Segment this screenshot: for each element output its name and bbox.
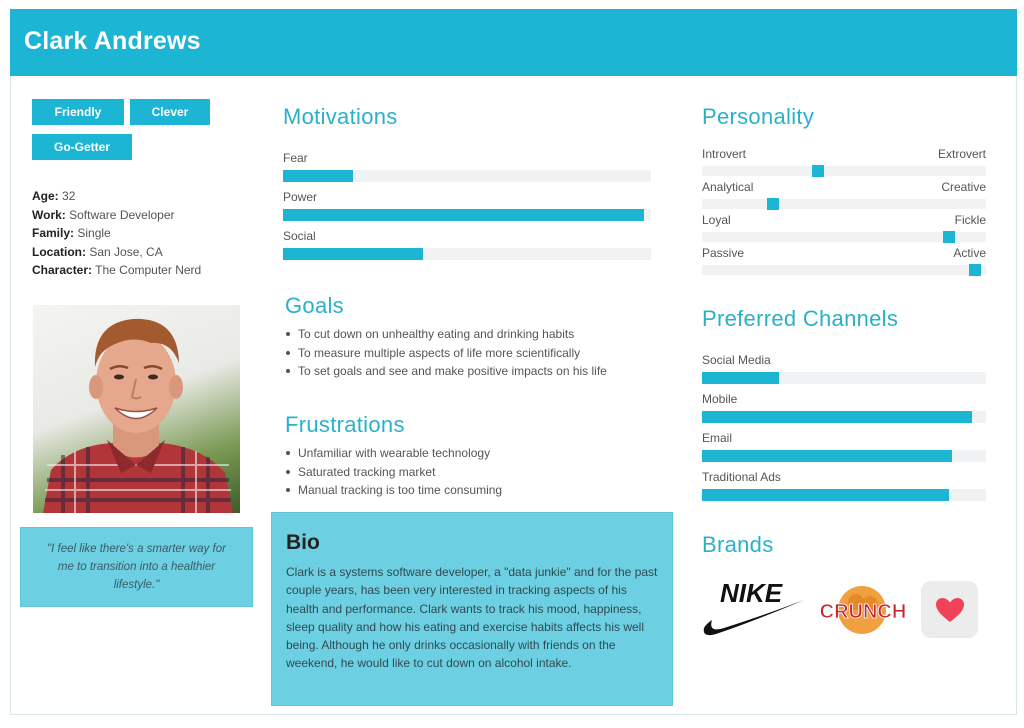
personality-left-analytical: Analytical [702,180,754,194]
goals-title: Goals [285,293,344,318]
channels-title: Preferred Channels [702,306,899,331]
motivation-track-social [283,248,651,260]
personality-left-introvert: Introvert [702,147,747,161]
channel-bar-social-media [702,372,779,384]
channel-label-mobile: Mobile [702,392,738,406]
motivations-title: Motivations [283,104,398,129]
personality-right-extrovert: Extrovert [937,147,986,161]
header-banner [10,9,1017,76]
crunch-logo [812,578,914,640]
motivation-label-power: Power [283,190,318,204]
profile-family: Family: Single [32,226,111,240]
goal-item: To measure multiple aspects of life more scientifically [284,344,607,363]
goal-item: To set goals and see and make positive impacts on his life [284,362,607,381]
motivation-bar-power [283,209,644,221]
channel-bar-mobile [702,411,972,423]
personality-knob [943,231,955,243]
channel-track-mobile [702,411,986,423]
personality-slider-loyal-fickle [702,232,986,242]
tag-go-getter: Go-Getter [32,134,132,160]
bio-panel [271,512,673,706]
frustration-item: Manual tracking is too time consuming [284,481,502,500]
nike-wordmark: NIKE [720,578,783,608]
motivation-label-social: Social [283,229,316,243]
motivation-track-fear [283,170,651,182]
persona-name: Clark Andrews [24,27,201,55]
personality-right-fickle: Fickle [954,213,986,227]
frustrations-list [284,444,502,500]
frustration-item: Saturated tracking market [284,463,502,482]
heart-icon [935,597,965,623]
motivation-bar-social [283,248,423,260]
channel-bar-email [702,450,952,462]
frustration-item: Unfamiliar with wearable technology [284,444,502,463]
channel-track-email [702,450,986,462]
profile-age: Age: 32 [32,189,76,203]
channel-label-social-media: Social Media [702,353,771,367]
nike-logo [702,576,806,638]
bio-title: Bio [286,531,320,554]
tag-friendly: Friendly [32,99,124,125]
personality-slider-introvert-extrovert [702,166,986,176]
crunch-wordmark: CRUNCH [819,601,907,623]
channel-label-traditional-ads: Traditional Ads [702,470,781,484]
persona-quote: "I feel like there's a smarter way for me to transition into a healthier lifestyle." [20,527,253,607]
profile-work: Work: Software Developer [32,207,175,222]
personality-knob [812,165,824,177]
profile-location: Location: San Jose, CA [32,244,163,259]
personality-left-loyal: Loyal [702,213,731,227]
motivation-bar-fear [283,170,353,182]
personality-slider-analytical-creative [702,199,986,209]
bio-text: Clark is a systems software developer, a "data junkie" and for the past couple years, has been very interested in tracking aspects of his health and performance. Clark wants to track his mood, happiness, sleep quality and how his eating and exercise habits affects his well being. Although he only drinks occasionally with friends on the weekend, he would like to cut down on alcohol intake. [286,565,658,671]
profile-character: Character: The Computer Nerd [32,263,202,277]
personality-knob [767,198,779,210]
health-app-logo [921,581,978,638]
personality-title: Personality [702,104,815,129]
channel-track-traditional-ads [702,489,986,501]
personality-left-passive: Passive [702,246,745,260]
channel-label-email: Email [702,431,733,445]
personality-slider-passive-active [702,265,986,275]
portrait-illustration [33,305,240,513]
personality-right-active: Active [953,246,986,260]
personality-right-creative: Creative [941,180,986,194]
goal-item: To cut down on unhealthy eating and drinking habits [284,325,607,344]
channel-bar-traditional-ads [702,489,949,501]
personality-knob [969,264,981,276]
channel-track-social-media [702,372,986,384]
motivation-label-fear: Fear [283,151,308,165]
profile-details [32,187,201,280]
tag-clever: Clever [130,99,210,125]
frustrations-title: Frustrations [285,412,405,437]
persona-photo [33,305,240,513]
brands-title: Brands [702,532,774,557]
motivation-track-power [283,209,651,221]
goals-list [284,325,607,381]
